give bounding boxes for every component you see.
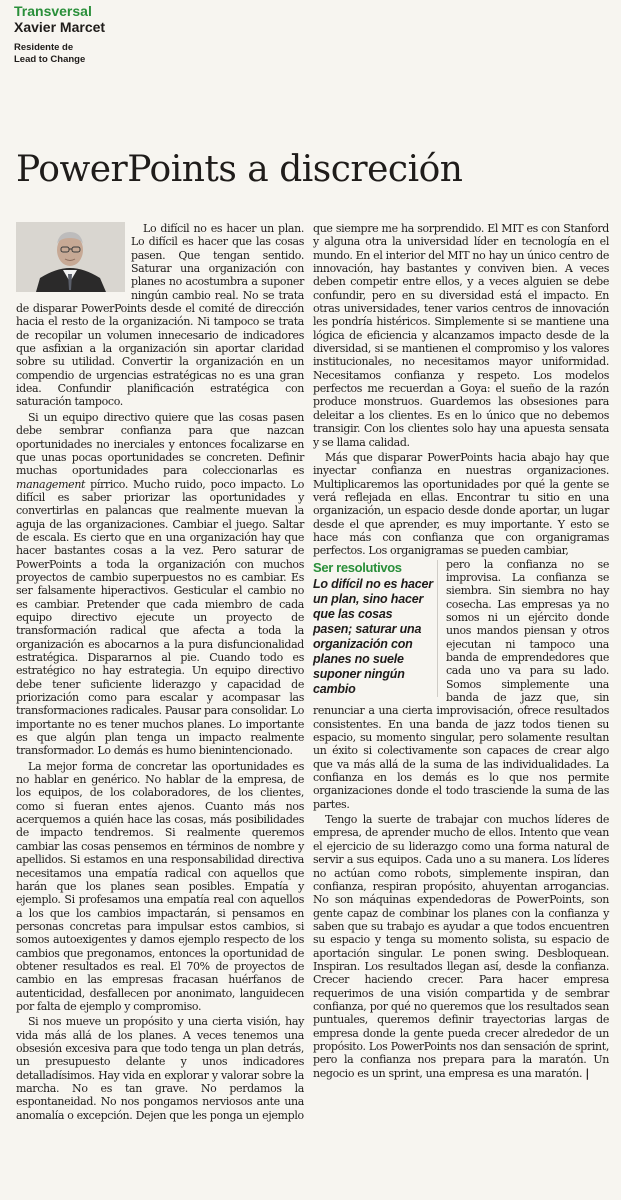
paragraph-2-part-b: pírrico. Mucho ruido, poco impacto. Lo difícil es saber priorizar las oportunidades y convertirlas en palancas que realmente muevan la aguja de las organizaciones. Cambiar el juego. Saltar de escala. Es cierto que en una organización hay que hacer bastantes cosas a la vez. Pero saturar de PowerPoints a toda la organización con muchos proyectos de cambio superpuestos no es cambiar. Es ser falsamente hiperactivos. Gesticular el cambio no es cambiar. Pretender que cada miembro de cada equipo directivo ejecute un proyecto de transformación radical que afecta a toda la organización es abocarnos a la pura disfuncionalidad estratégica. Dispararnos al pie. Cuando todo es estratégico no hay estrategia. Un equipo directivo debe tener suficiente liderazgo y capacidad de priorización como para escalar y acompasar las transformaciones radicales. Pausar para consolidar. Lo importante no es tener muchos planes. Lo importante es que algún plan tenga un impacto realmente transformador. Lo demás es humo bienintencionado. [16,477,304,758]
paragraph-4-start: Si nos mueve un propósito y una cierta visión, hay vida más allá de los planes. A veces tenemos una obsesión excesiva para que todo tenga un plan detrás, un presupuesto delante y unos indicadores detalladísimos. Hay vida en explorar y valorar sobre la marcha. No es tan grave. No perdamos la espontaneidad. No nos pongamos nerviosos ante una anomalía o excepción. Dejen que les ponga un ejemplo [16,1015,304,1122]
paragraph-2-emphasis: management [16,477,86,491]
masthead [14,0,105,66]
author-photo [16,222,125,292]
paragraph-1: Lo difícil no es hacer un plan. Lo difícil es hacer que las cosas pasen. Que tengan sentido. Saturar una organización con planes no acostumbra a suponer ningún cambio real. No se trata de disparar PowerPoints desde el comité de dirección hacia el resto de la organización. Ni tampoco se trata de recopilar un volumen innecesario de indicadores que asfixian a la organización sin aportar claridad sobre su utilidad. Convertir la organización en un compendio de urgencias estratégicas no es una gran idea. Confundir planificación estratégica con saturación tampoco. [16,222,304,409]
paragraph-2-part-a: Si un equipo directivo quiere que las cosas pasen debe sembrar confianza para que nazcan oportunidades no inerciales y entonces focalizarse en que unas pocas oportunidades se concreten. Definir muchas oportunidades para coleccionarlas es [16,410,304,478]
end-mark: | [585,1066,589,1080]
article-column-1 [16,222,304,1122]
author-portrait-image [16,222,125,292]
paragraph-2 [16,411,304,758]
paragraph-6 [313,813,609,1080]
pull-quote-text: Lo difícil no es hacer un plan, sino hacer que las cosas pasen; saturar una organización con planes no suele suponer ningún cambio [313,576,433,696]
author-role-line-2: Lead to Change [14,54,86,65]
paragraph-5-start: Más que disparar PowerPoints hacia abajo hay que inyectar confianza en nuestras organizaciones. Multiplicaremos las oportunidades por qué la gente se verá reflejada en ellas. Encontrar tu sitio en una organización, un espacio desde donde aportar, un lugar desde el que aprender, es muy importante. Y esto se hace más con confianza que con organigramas perfectos. Los organigramas se pueden cambiar, [313,450,609,558]
paragraph-5-end: pero la confianza no se improvisa. La confianza se siembra. Sin siembra no hay cosecha. Las empresas ya no somos ni un ejército donde unos mandos piensan y otros ejecutan ni tampoco una banda de emprendedores que cada uno va para su lado. Somos simplemente una banda de jazz que, sin renunciar a una cierta improvisación, ofrece resultados consistentes. En una banda de jazz todos tienen su espacio, su momento singular, pero solamente resultan un éxito si colectivamente son capaces de crear algo que va más allá de la suma de las individualidades. La confianza en los demás es lo que nos permite organizaciones donde el todo trasciende la suma de las partes. [313,557,609,811]
paragraph-3: La mejor forma de concretar las oportunidades es no hablar en genérico. No hablar de la empresa, de los equipos, de los colaboradores, de los clientes, como si fueran entes ajenos. Cuanto más nos acerquemos a quién hace las cosas, más posibilidades de impacto tendremos. Si realmente queremos cambiar las cosas pensemos en términos de nombre y apellidos. Si estamos en una responsabilidad directiva necesitamos una empatía radical con aquellos que harán que los planes sean posibles. Empatía y ejemplo. Si profesamos una empatía real con aquellos a los que los cambios impactarán, si pensamos en personas concretas para impulsar estos cambios, si somos autoexigentes y damos ejemplo respecto de los cambios que pregonamos, entonces la oportunidad de obtener resultados es real. El 70% de proyectos de cambio en las empresas fracasan huérfanos de autenticidad, desfallecen por anonimato, languidecen por falta de ejemplo y compromiso. [16,759,304,1013]
author-name: Xavier Marcet [14,19,106,35]
author-role [14,42,105,66]
pull-quote [313,560,438,697]
author-role-line-1: Residente de [14,42,74,53]
article-column-2 [313,222,609,1080]
section-label: Transversal [14,3,92,19]
pull-quote-title: Ser resolutivos [313,559,402,575]
headline: PowerPoints a discreción [16,149,463,190]
paragraph-6-text: Tengo la suerte de trabajar con muchos líderes de empresa, de aprender mucho de ellos. Intento que vean el ejercicio de su liderazgo como una forma natural de servir a sus equipos. Cada uno a su manera. Los líderes no actúan como robots, simplemente inspiran, dan confianza, respiran propósito, ahuyentan arrogancias. No son máquinas expendedoras de PowerPoints, son gente capaz de combinar los planes con la confianza y saben que su trabajo es ayudar a que todos encuentren su espacio y tenga su momento solista, su espacio de aportación singular. Le ponen swing. Desbloquean. Inspiran. Los resultados llegan así, desde la confianza. Crecer haciendo crecer. Para hacer empresa requerimos de una visión compartida y de sembrar confianza, por qué no queremos que los resultados sean puntuales, queremos definir trayectorias largas de empresa donde la gente pueda crecer alrededor de un propósito. Los PowerPoints nos dan sensación de sprint, pero la confianza nos prepara para la maratón. Un negocio es un sprint, una empresa es una maratón. [313,813,609,1080]
paragraph-4-end: que siempre me ha sorprendido. El MIT es con Stanford y alguna otra la universidad líder en tecnología en el mundo. En el interior del MIT no hay un único centro de innovación, hay bastantes y conviven bien. A veces deben competir entre ellos, y a veces alguien se debe confundir, pero en su diversidad está el impacto. En otras universidades, tener varios centros de innovación les pondría histéricos. Simplemente si se mantiene una lógica de eficiencia y alcanzamos impacto desde de la diversidad, si se mantienen el compromiso y los valores institucionales, no necesitamos mayor uniformidad. Necesitamos confianza y respeto. Los modelos perfectos me recuerdan a Goya: el sueño de la razón produce monstruos. Guardemos las obsesiones para deleitar a los clientes. Es en lo único que no debemos transigir. Con los clientes solo hay una apuesta sensata y se llama calidad. [313,222,609,449]
